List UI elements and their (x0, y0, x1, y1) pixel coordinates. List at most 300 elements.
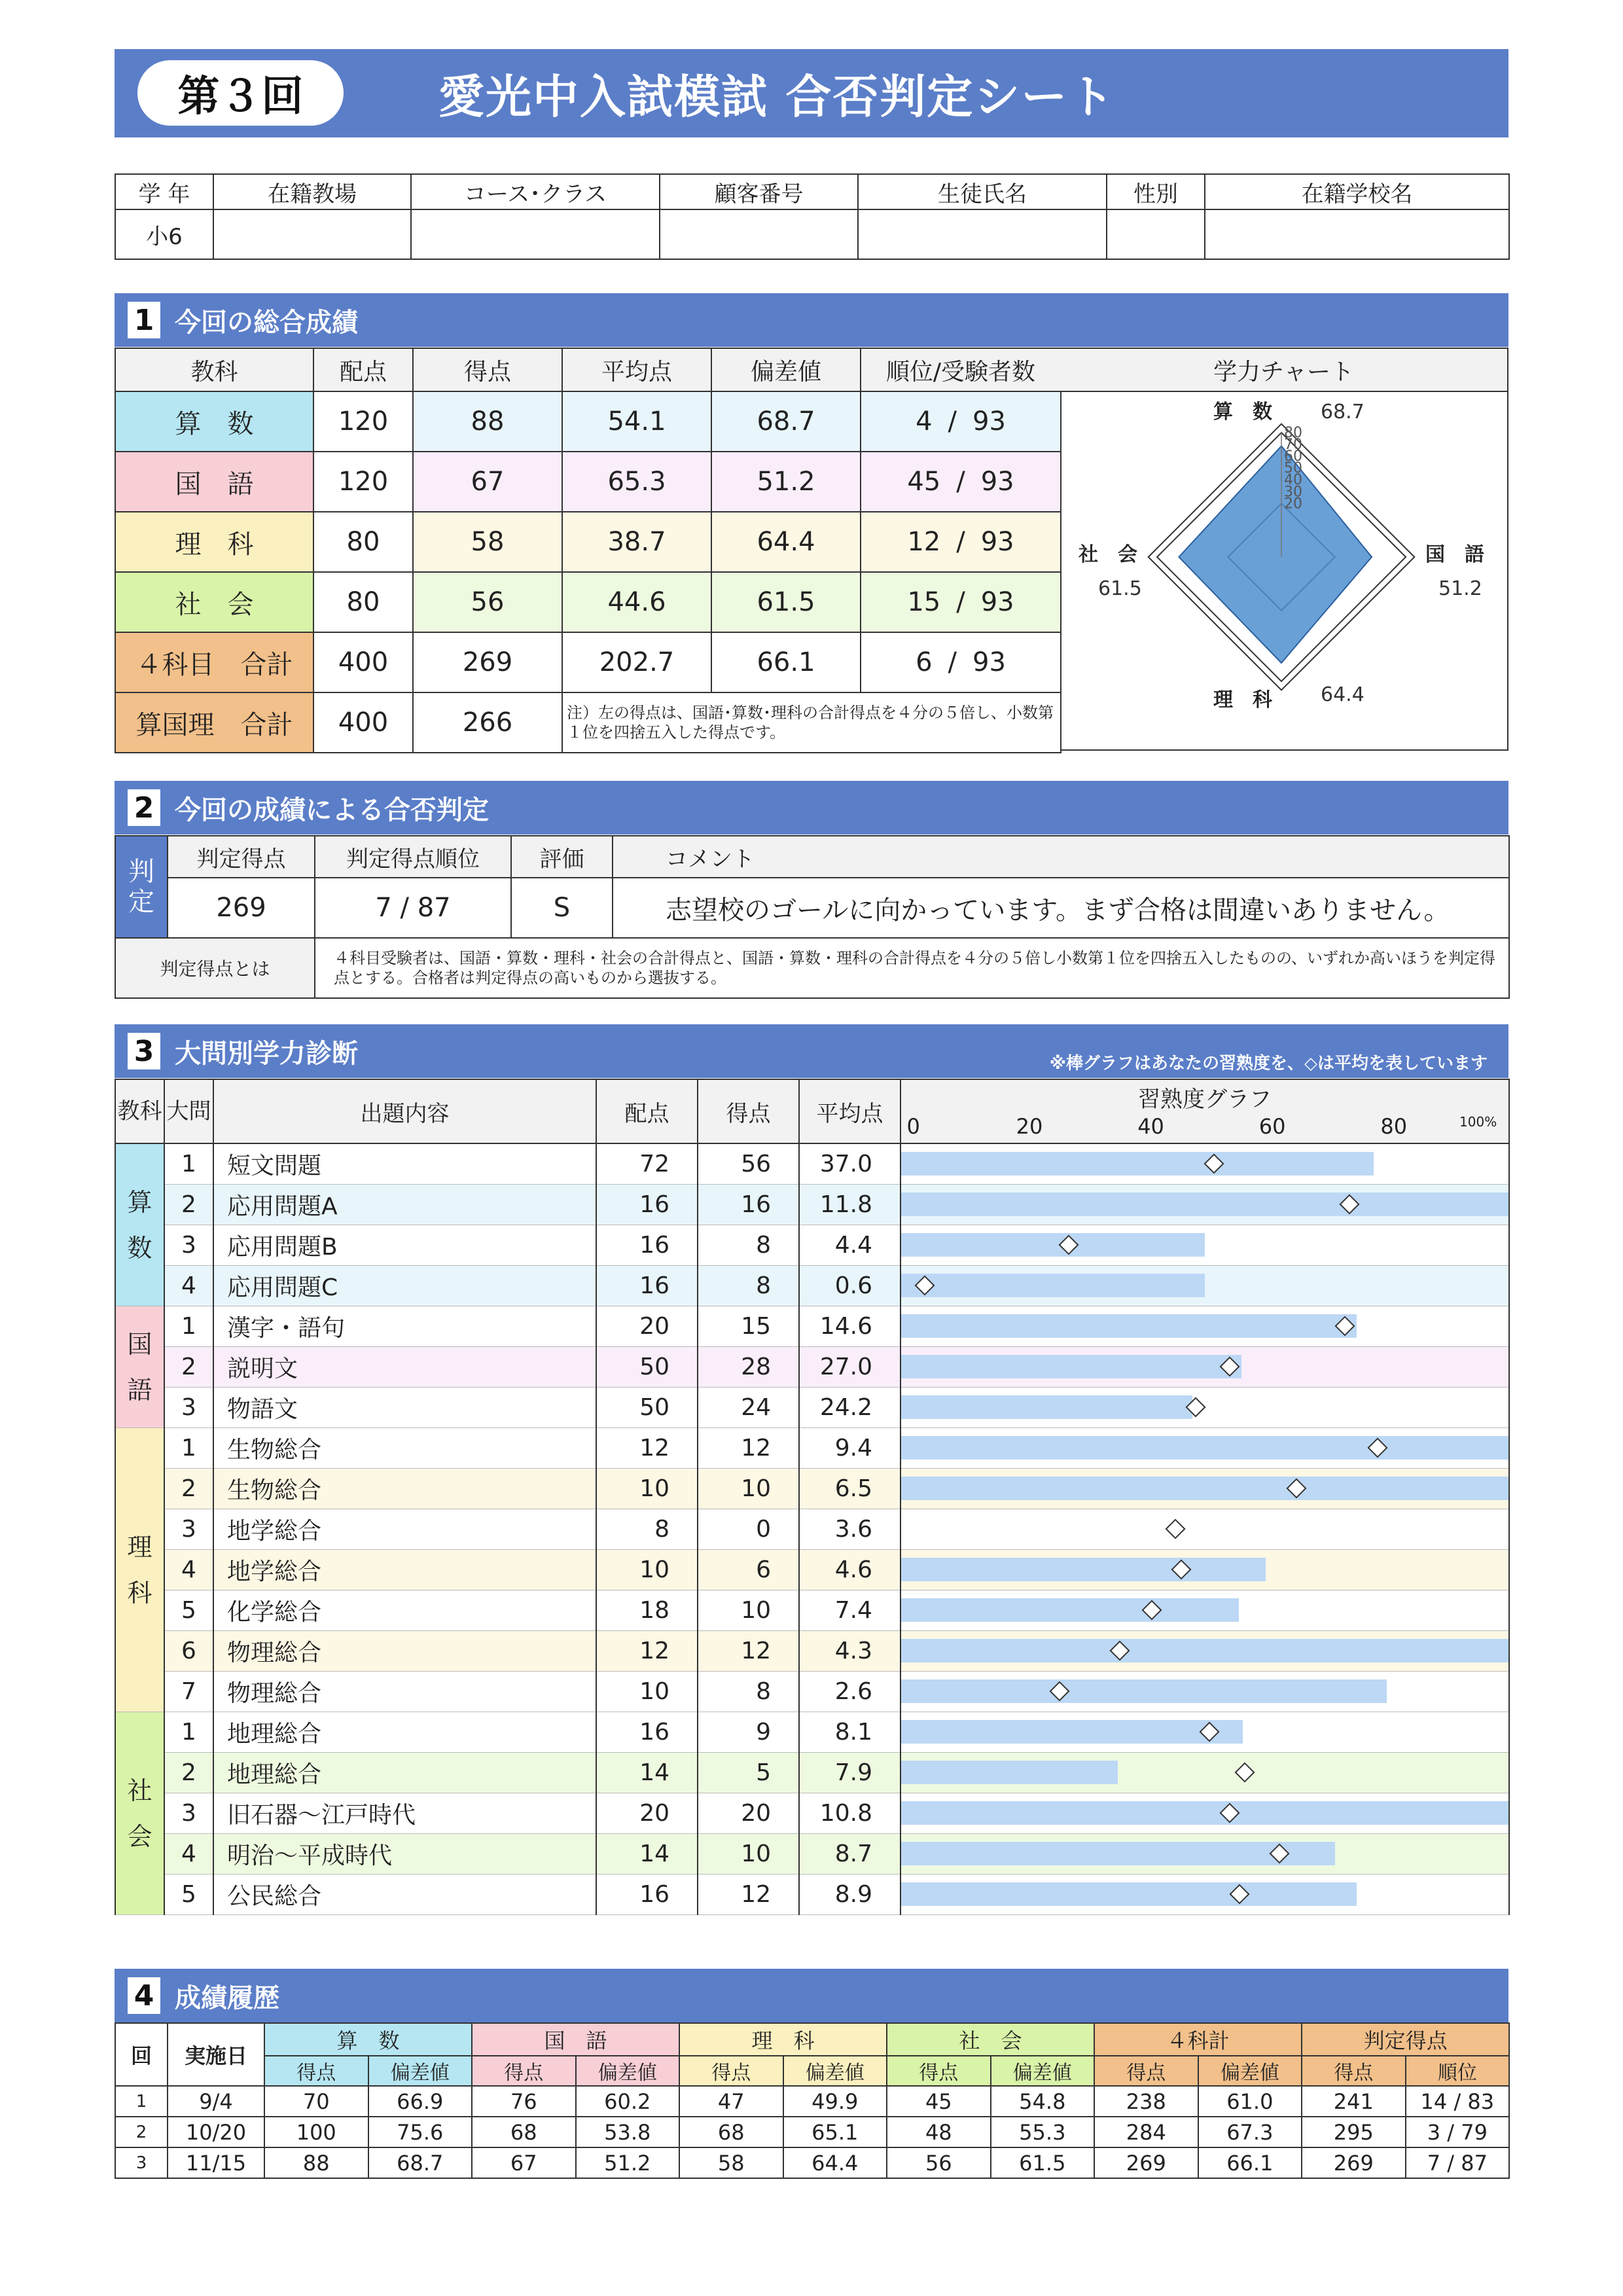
mastery-tick: 20 (1016, 1114, 1043, 1139)
mastery-tick: 40 (1137, 1114, 1164, 1139)
judgement-definition-label: 判定得点とは (115, 938, 315, 998)
mastery-bar (901, 1274, 1205, 1297)
info-header: 生徒氏名 (858, 174, 1107, 209)
judgement-header: 評価 (511, 836, 613, 878)
radar-tick-label: 60 (1284, 448, 1302, 465)
results-row (115, 632, 1061, 692)
history-cell: 10/20 (168, 2117, 264, 2147)
results-subject: 算 数 (115, 391, 313, 452)
history-date-header: 実施日 (168, 2023, 264, 2086)
customer-number-value (660, 209, 858, 259)
question-avg: 37.0 (799, 1143, 901, 1185)
question-content: 応用問題C (213, 1266, 596, 1306)
results-haiten: 80 (313, 572, 413, 632)
judgement-header: 判定得点順位 (315, 836, 511, 878)
question-score: 16 (698, 1185, 799, 1225)
question-haiten: 8 (596, 1509, 698, 1550)
question-haiten: 12 (596, 1428, 698, 1469)
overall-results-table (115, 348, 1061, 753)
question-row (115, 1185, 1509, 1225)
sheet-title: 愛光中入試模試 合否判定シート (438, 69, 1116, 124)
results-rank (861, 452, 1061, 512)
judgement-header: 判定得点 (168, 836, 315, 878)
question-number: 2 (164, 1347, 213, 1388)
question-content: 旧石器～江戸時代 (213, 1793, 596, 1834)
question-content: 化学総合 (213, 1590, 596, 1631)
average-marker (1165, 1518, 1185, 1539)
ability-chart-panel (1060, 348, 1508, 751)
mastery-cell (901, 1185, 1509, 1225)
mastery-cell (901, 1509, 1509, 1550)
info-header: 在籍教場 (213, 174, 411, 209)
history-cell: 45 (887, 2086, 991, 2117)
question-haiten: 16 (596, 1225, 698, 1266)
info-header: コース･クラス (411, 174, 660, 209)
section1-title: 今回の総合成績 (175, 307, 358, 338)
results-subject: ４科目 合計 (115, 632, 313, 692)
question-score: 20 (698, 1793, 799, 1834)
rank-total: 93 (972, 647, 1006, 677)
history-cell: 1 (115, 2086, 168, 2117)
mastery-cell (901, 1834, 1509, 1874)
question-avg: 7.4 (799, 1590, 901, 1631)
results-rank (861, 391, 1061, 452)
results-score: 269 (413, 632, 562, 692)
question-haiten: 72 (596, 1143, 698, 1185)
question-content: 物理総合 (213, 1672, 596, 1712)
history-row (115, 2147, 1509, 2178)
history-cell: 65.1 (783, 2117, 887, 2147)
results-row (115, 391, 1061, 452)
question-content: 地学総合 (213, 1550, 596, 1590)
results-header: 教科 (115, 348, 313, 391)
question-haiten: 14 (596, 1834, 698, 1874)
results-haiten: 120 (313, 452, 413, 512)
mastery-cell (901, 1469, 1509, 1509)
mastery-cell (901, 1143, 1509, 1185)
question-score: 6 (698, 1550, 799, 1590)
mastery-cell (901, 1590, 1509, 1631)
history-cell: 100 (264, 2117, 368, 2147)
mastery-cell (901, 1753, 1509, 1793)
history-cell: 61.5 (991, 2147, 1095, 2178)
mastery-bar (901, 1314, 1357, 1338)
question-avg: 4.3 (799, 1631, 901, 1672)
col-avg: 平均点 (799, 1079, 901, 1143)
history-cell: 48 (887, 2117, 991, 2147)
history-cell: 68 (679, 2117, 783, 2147)
question-haiten: 50 (596, 1347, 698, 1388)
average-marker (1234, 1762, 1255, 1782)
history-cell: 66.9 (368, 2086, 473, 2117)
question-number: 4 (164, 1834, 213, 1874)
history-round-header: 回 (115, 2023, 168, 2086)
history-cell: 49.9 (783, 2086, 887, 2117)
question-avg: 14.6 (799, 1306, 901, 1347)
rank-value: 6 (916, 647, 933, 677)
mastery-cell (901, 1428, 1509, 1469)
question-avg: 9.4 (799, 1428, 901, 1469)
question-haiten: 20 (596, 1793, 698, 1834)
question-avg: 7.9 (799, 1753, 901, 1793)
question-content: 説明文 (213, 1347, 596, 1388)
radar-axis-label: 社 会 (1079, 543, 1137, 566)
question-haiten: 10 (596, 1469, 698, 1509)
mastery-bar (901, 1679, 1387, 1703)
question-number: 2 (164, 1753, 213, 1793)
radar-chart (1060, 392, 1507, 749)
results-header: 偏差値 (711, 348, 861, 391)
section2-bar (115, 781, 1508, 834)
question-score: 9 (698, 1712, 799, 1753)
mastery-tick: 100% (1459, 1114, 1497, 1130)
question-row (115, 1225, 1509, 1266)
info-header: 在籍学校名 (1205, 174, 1509, 209)
radar-series (1179, 446, 1372, 662)
results-avg: 65.3 (562, 452, 711, 512)
history-sub-header: 順位 (1406, 2056, 1510, 2086)
results-header: 順位/受験者数 (861, 348, 1061, 391)
results-haiten: 80 (313, 512, 413, 572)
history-cell: 51.2 (576, 2147, 680, 2178)
question-subject: 理科 (115, 1428, 164, 1712)
history-row (115, 2086, 1509, 2117)
rank-value: 4 (916, 406, 933, 437)
question-avg: 4.6 (799, 1550, 901, 1590)
history-cell: 47 (679, 2086, 783, 2117)
history-cell: 9/4 (168, 2086, 264, 2117)
section1-number: 1 (128, 302, 160, 338)
judgement-comment: 志望校のゴールに向かっています。まず合格は間違いありません。 (613, 878, 1509, 938)
round-badge: 第３回 (137, 60, 344, 126)
question-avg: 3.6 (799, 1509, 901, 1550)
question-number: 2 (164, 1185, 213, 1225)
question-number: 1 (164, 1306, 213, 1347)
rank-slash: / (948, 647, 957, 677)
history-cell: 11/15 (168, 2147, 264, 2178)
grade-value: 小6 (115, 209, 213, 259)
judgement-table (115, 835, 1510, 999)
history-sub-header: 得点 (1094, 2056, 1198, 2086)
results-header: 平均点 (562, 348, 711, 391)
results-avg: 202.7 (562, 632, 711, 692)
mastery-cell (901, 1712, 1509, 1753)
question-score: 15 (698, 1306, 799, 1347)
question-avg: 11.8 (799, 1185, 901, 1225)
mastery-tick: 80 (1380, 1114, 1408, 1139)
mastery-bar (901, 1558, 1266, 1581)
history-sub-header: 得点 (472, 2056, 576, 2086)
history-cell: 241 (1302, 2086, 1406, 2117)
question-row (115, 1550, 1509, 1590)
judgement-definition-text: ４科目受験者は、国語・算数・理科・社会の合計得点と、国語・算数・理科の合計得点を４分の５倍し小数第１位を四捨五入したものの、いずれか高いほうを判定得点とする。合格者は判定得点の高いものから選抜する。 (315, 938, 1509, 998)
radar-tick-label: 20 (1284, 495, 1302, 512)
question-subject: 算数 (115, 1143, 164, 1306)
history-sub-header: 得点 (887, 2056, 991, 2086)
history-cell: 3 (115, 2147, 168, 2178)
radar-value-label: 64.4 (1321, 683, 1364, 706)
results-rank (861, 572, 1061, 632)
results-score: 266 (413, 692, 562, 753)
rank-slash: / (956, 467, 965, 497)
question-row (115, 1672, 1509, 1712)
mastery-cell (901, 1672, 1509, 1712)
question-analysis-table (115, 1079, 1510, 1915)
section2-title: 今回の成績による合否判定 (175, 795, 489, 825)
section3-title: 大問別学力診断 (175, 1038, 358, 1069)
radar-value-label: 68.7 (1321, 401, 1364, 423)
question-row (115, 1469, 1509, 1509)
question-haiten: 16 (596, 1266, 698, 1306)
results-haiten: 120 (313, 391, 413, 452)
history-sub-header: 偏差値 (368, 2056, 473, 2086)
section3-note: ※棒グラフはあなたの習熟度を、◇は平均を表しています (1049, 1054, 1488, 1073)
radar-tick-label: 30 (1284, 484, 1302, 501)
radar-tick-label: 40 (1284, 472, 1302, 489)
history-cell: 295 (1302, 2117, 1406, 2147)
question-score: 8 (698, 1225, 799, 1266)
history-cell: 14 / 83 (1406, 2086, 1510, 2117)
judgement-header: コメント (613, 836, 1509, 878)
rank-value: 12 (907, 527, 941, 557)
history-cell: 67.3 (1198, 2117, 1302, 2147)
mastery-graph-title: 習熟度グラフ (1138, 1086, 1272, 1113)
question-content: 公民総合 (213, 1874, 596, 1915)
section4-bar (115, 1969, 1508, 2022)
history-sub-header: 偏差値 (783, 2056, 887, 2086)
question-avg: 8.9 (799, 1874, 901, 1915)
question-content: 物理総合 (213, 1631, 596, 1672)
rank-slash: / (956, 527, 965, 557)
results-row (115, 572, 1061, 632)
radar-value-label: 51.2 (1438, 577, 1482, 600)
mastery-bar (901, 1193, 1508, 1216)
question-score: 56 (698, 1143, 799, 1185)
question-avg: 10.8 (799, 1793, 901, 1834)
results-rank (861, 632, 1061, 692)
history-cell: 53.8 (576, 2117, 680, 2147)
radar-axis-label: 国 語 (1425, 543, 1484, 566)
history-table (115, 2022, 1510, 2179)
history-cell: 61.0 (1198, 2086, 1302, 2117)
info-header: 学 年 (115, 174, 213, 209)
history-cell: 76 (472, 2086, 576, 2117)
mastery-tick: 0 (906, 1114, 920, 1139)
question-number: 3 (164, 1388, 213, 1428)
history-group-header: 算 数 (264, 2023, 472, 2056)
question-content: 地理総合 (213, 1753, 596, 1793)
mastery-cell (901, 1631, 1509, 1672)
question-avg: 4.4 (799, 1225, 901, 1266)
history-cell: 88 (264, 2147, 368, 2178)
question-haiten: 12 (596, 1631, 698, 1672)
results-row (115, 452, 1061, 512)
question-row (115, 1143, 1509, 1185)
history-sub-header: 得点 (264, 2056, 368, 2086)
history-cell: 269 (1302, 2147, 1406, 2178)
results-note: 注）左の得点は、国語･算数･理科の合計得点を４分の５倍し、小数第１位を四捨五入した得点です。 (562, 692, 1061, 753)
mastery-bar (901, 1761, 1118, 1784)
radar-tick-label: 70 (1284, 437, 1302, 454)
question-row (115, 1306, 1509, 1347)
history-cell: 70 (264, 2086, 368, 2117)
student-info-table (115, 173, 1510, 260)
results-deviation: 61.5 (711, 572, 861, 632)
gender-value (1107, 209, 1205, 259)
question-score: 10 (698, 1590, 799, 1631)
history-cell: 284 (1094, 2117, 1198, 2147)
rank-slash: / (948, 406, 957, 437)
question-content: 地理総合 (213, 1712, 596, 1753)
history-group-header: 判定得点 (1302, 2023, 1509, 2056)
results-score: 88 (413, 391, 562, 452)
history-cell: 56 (887, 2147, 991, 2178)
results-haiten: 400 (313, 632, 413, 692)
results-subject: 社 会 (115, 572, 313, 632)
mastery-cell (901, 1550, 1509, 1590)
col-score: 得点 (698, 1079, 799, 1143)
question-content: 応用問題A (213, 1185, 596, 1225)
history-cell: 54.8 (991, 2086, 1095, 2117)
mastery-cell (901, 1874, 1509, 1915)
results-header: 配点 (313, 348, 413, 391)
results-header: 得点 (413, 348, 562, 391)
question-avg: 27.0 (799, 1347, 901, 1388)
col-question: 大問 (164, 1079, 213, 1143)
question-number: 7 (164, 1672, 213, 1712)
rank-total: 93 (980, 587, 1014, 617)
question-haiten: 16 (596, 1185, 698, 1225)
history-sub-header: 得点 (1302, 2056, 1406, 2086)
results-rank (861, 512, 1061, 572)
rank-value: 15 (907, 587, 941, 617)
results-row (115, 512, 1061, 572)
question-row (115, 1590, 1509, 1631)
question-number: 3 (164, 1225, 213, 1266)
history-cell: 55.3 (991, 2117, 1095, 2147)
question-avg: 24.2 (799, 1388, 901, 1428)
question-row (115, 1428, 1509, 1469)
history-cell: 67 (472, 2147, 576, 2178)
section4-number: 4 (128, 1977, 160, 2014)
radar-tick-label: 50 (1284, 460, 1302, 477)
question-row (115, 1631, 1509, 1672)
section2-number: 2 (128, 789, 160, 826)
question-haiten: 10 (596, 1550, 698, 1590)
question-score: 5 (698, 1753, 799, 1793)
question-score: 10 (698, 1834, 799, 1874)
question-content: 物語文 (213, 1388, 596, 1428)
student-name-value (858, 209, 1107, 259)
mastery-bar (901, 1152, 1374, 1175)
history-cell: 7 / 87 (1406, 2147, 1510, 2178)
question-avg: 6.5 (799, 1469, 901, 1509)
radar-axis-label: 理 科 (1213, 689, 1272, 711)
question-content: 地学総合 (213, 1509, 596, 1550)
radar-axis-label: 算 数 (1213, 401, 1272, 423)
question-row (115, 1347, 1509, 1388)
history-cell: 66.1 (1198, 2147, 1302, 2178)
mastery-bar (901, 1233, 1205, 1257)
history-sub-header: 偏差値 (991, 2056, 1095, 2086)
results-avg: 38.7 (562, 512, 711, 572)
rank-total: 93 (972, 406, 1006, 437)
question-number: 1 (164, 1712, 213, 1753)
history-cell: 60.2 (576, 2086, 680, 2117)
results-haiten: 400 (313, 692, 413, 753)
question-haiten: 50 (596, 1388, 698, 1428)
question-content: 短文問題 (213, 1143, 596, 1185)
question-score: 12 (698, 1428, 799, 1469)
question-subject: 社会 (115, 1712, 164, 1915)
section1-bar (115, 293, 1508, 347)
rank-value: 45 (907, 467, 941, 497)
mastery-bar (901, 1720, 1243, 1744)
col-content: 出題内容 (213, 1079, 596, 1143)
question-haiten: 18 (596, 1590, 698, 1631)
mastery-axis (901, 1114, 1508, 1138)
mastery-cell (901, 1225, 1509, 1266)
history-group-header: ４科計 (1094, 2023, 1302, 2056)
results-deviation: 51.2 (711, 452, 861, 512)
section3-bar (115, 1024, 1508, 1078)
results-score: 58 (413, 512, 562, 572)
question-number: 6 (164, 1631, 213, 1672)
mastery-bar (901, 1355, 1241, 1378)
question-haiten: 16 (596, 1712, 698, 1753)
mastery-bar (901, 1639, 1508, 1662)
question-avg: 0.6 (799, 1266, 901, 1306)
question-row (115, 1874, 1509, 1915)
rank-total: 93 (980, 467, 1014, 497)
question-number: 4 (164, 1266, 213, 1306)
question-number: 2 (164, 1469, 213, 1509)
info-header: 性別 (1107, 174, 1205, 209)
question-row (115, 1712, 1509, 1753)
history-group-header: 理 科 (679, 2023, 887, 2056)
question-number: 4 (164, 1550, 213, 1590)
question-avg: 8.7 (799, 1834, 901, 1874)
question-number: 1 (164, 1143, 213, 1185)
judgement-rank: 7 / 87 (315, 878, 511, 938)
section4-title: 成績履歴 (175, 1982, 279, 2013)
results-score: 56 (413, 572, 562, 632)
history-cell: 269 (1094, 2147, 1198, 2178)
history-cell: 68.7 (368, 2147, 473, 2178)
question-score: 12 (698, 1631, 799, 1672)
radar-value-label: 61.5 (1098, 577, 1142, 600)
results-avg: 44.6 (562, 572, 711, 632)
question-haiten: 10 (596, 1672, 698, 1712)
question-score: 8 (698, 1672, 799, 1712)
history-group-header: 社 会 (887, 2023, 1094, 2056)
results-subject: 理 科 (115, 512, 313, 572)
history-cell: 75.6 (368, 2117, 473, 2147)
history-group-header: 国 語 (472, 2023, 679, 2056)
question-avg: 2.6 (799, 1672, 901, 1712)
rank-total: 93 (980, 527, 1014, 557)
section3-number: 3 (128, 1033, 160, 1069)
mastery-bar (901, 1395, 1192, 1419)
question-number: 1 (164, 1428, 213, 1469)
question-number: 3 (164, 1793, 213, 1834)
question-row (115, 1509, 1509, 1550)
info-header: 顧客番号 (660, 174, 858, 209)
history-cell: 64.4 (783, 2147, 887, 2178)
mastery-cell (901, 1388, 1509, 1428)
question-content: 漢字・語句 (213, 1306, 596, 1347)
results-subject: 算国理 合計 (115, 692, 313, 753)
